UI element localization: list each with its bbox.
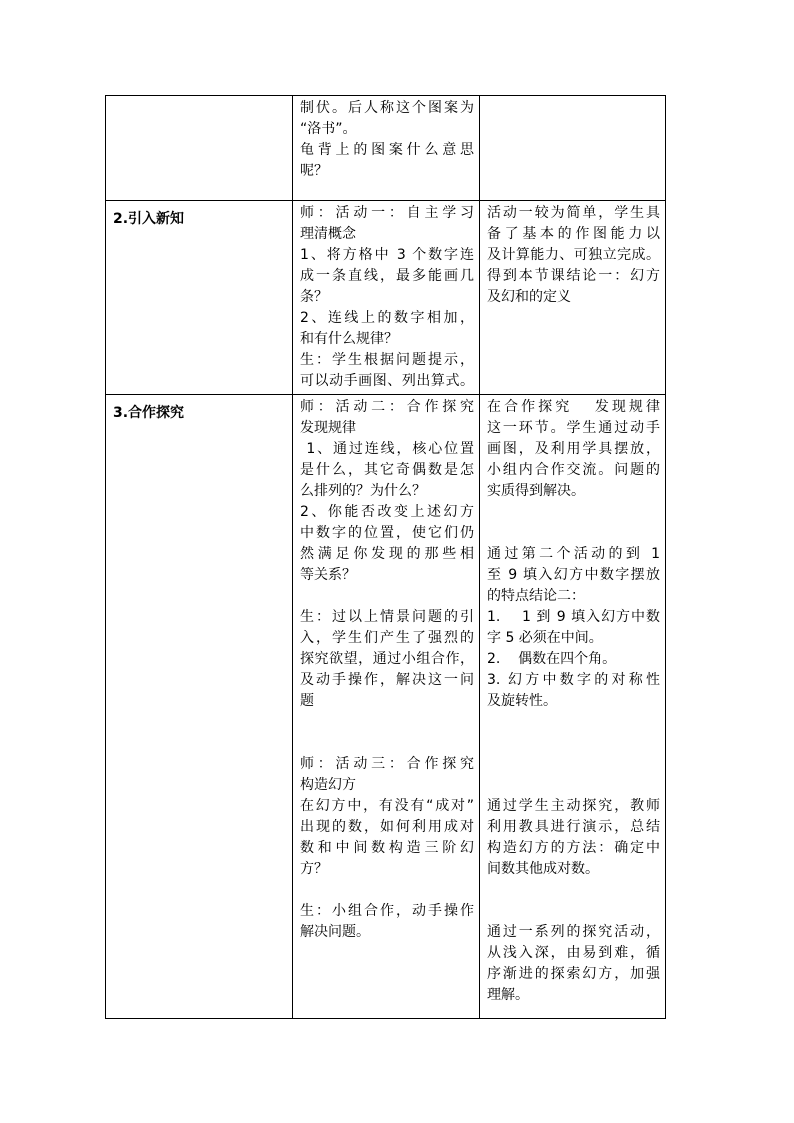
- text-line: 师：活动一：自主学习: [300, 205, 474, 221]
- text-line: 从浅入深，由易到难，循: [487, 945, 660, 961]
- activity-cell: [293, 395, 480, 1019]
- stage-cell-empty: [106, 96, 293, 201]
- text-line: 师：活动三：合作探究: [300, 756, 474, 772]
- text-line: 么排列的？为什么？: [300, 483, 426, 499]
- text-line: 理解。: [487, 987, 529, 1003]
- spacer: [300, 586, 474, 607]
- text-line: 题: [300, 693, 314, 709]
- intent-cell: [480, 395, 666, 1019]
- text-line: 通过一系列的探究活动，: [487, 924, 660, 940]
- text-line: 制伏。后人称这个图案为: [300, 100, 474, 116]
- text-line: 中数字的位置，使它们仍: [300, 525, 474, 541]
- text-line: 活动一较为简单，学生具: [487, 205, 660, 221]
- intent-cell-empty: [480, 96, 666, 201]
- spacer: [487, 502, 660, 544]
- text-line: 2. 偶数在四个角。: [487, 651, 617, 667]
- text-line: 生：小组合作，动手操作: [300, 903, 474, 919]
- text-line: 序渐进的探索幻方，加强: [487, 966, 660, 982]
- text-line: 出现的数，如何利用成对: [300, 819, 474, 835]
- lesson-plan-table: [105, 95, 666, 1019]
- stage-label-introduce: 2.引入新知: [106, 201, 293, 395]
- text-line: 得到本节课结论一：幻方: [487, 268, 660, 284]
- table-row-continuation: [106, 96, 666, 201]
- text-line: 龟背上的图案什么意思: [300, 142, 474, 158]
- text-line: “洛书”。: [300, 121, 357, 137]
- text-line: 1. 1 到 9 填入幻方中数: [487, 609, 660, 625]
- spacer: [300, 712, 474, 754]
- text-line: 构造幻方的方法：确定中: [487, 840, 660, 856]
- text-line: 可以动手画图、列出算式。: [300, 373, 474, 389]
- text-line: 及幻和的定义: [487, 289, 571, 305]
- text-line: 呢？: [300, 163, 328, 179]
- text-line: 这一环节。学生通过动手: [487, 420, 660, 436]
- text-line: 画图，及利用学具摆放，: [487, 441, 660, 457]
- text-line: 在合作探究 发现规律: [487, 399, 660, 415]
- text-line: 2、你能否改变上述幻方: [300, 504, 474, 520]
- text-line: 3. 幻方中数字的对称性: [487, 672, 660, 688]
- activity-cell: [293, 201, 480, 395]
- intent-cell: [480, 201, 666, 395]
- text-line: 及计算能力、可独立完成。: [487, 247, 660, 263]
- spacer: [487, 880, 660, 922]
- text-line: 生：过以上情景问题的引: [300, 609, 474, 625]
- text-line: 等关系？: [300, 567, 356, 583]
- text-line: 及旋转性。: [487, 693, 557, 709]
- text-line: 生：学生根据问题提示，: [300, 352, 474, 368]
- text-line: 探究欲望，通过小组合作，: [300, 651, 474, 667]
- text-line: 理清概念: [300, 226, 356, 242]
- stage-label-cooperate: 3.合作探究: [106, 395, 293, 1019]
- text-line: 备了基本的作图能力以: [487, 226, 660, 242]
- text-line: 条？: [300, 289, 328, 305]
- text-line: 字 5 必须在中间。: [487, 630, 603, 646]
- text-line: 1、通过连线，核心位置: [300, 441, 474, 457]
- text-line: 1、将方格中 3 个数字连: [300, 247, 474, 263]
- text-line: 至 9 填入幻方中数字摆放: [487, 567, 660, 583]
- text-line: 是什么，其它奇偶数是怎: [300, 462, 474, 478]
- text-line: 利用教具进行演示，总结: [487, 819, 660, 835]
- text-line: 入，学生们产生了强烈的: [300, 630, 474, 646]
- text-line: 及动手操作，解决这一问: [300, 672, 474, 688]
- table-row-cooperate: [106, 395, 666, 1019]
- text-line: 2、连线上的数字相加，: [300, 310, 474, 326]
- spacer: [487, 712, 660, 796]
- activity-cell: [293, 96, 480, 201]
- text-line: 小组内合作交流。问题的: [487, 462, 660, 478]
- text-line: 构造幻方: [300, 777, 356, 793]
- text-line: 解决问题。: [300, 924, 370, 940]
- text-line: 成一条直线，最多能画几: [300, 268, 474, 284]
- text-line: 通过第二个活动的到 1: [487, 546, 660, 562]
- text-line: 通过学生主动探究，教师: [487, 798, 660, 814]
- text-line: 师：活动二：合作探究: [300, 399, 474, 415]
- spacer: [300, 880, 474, 901]
- table-row-introduce: [106, 201, 666, 395]
- text-line: 间数其他成对数。: [487, 861, 599, 877]
- text-line: 方？: [300, 861, 328, 877]
- text-line: 和有什么规律？: [300, 331, 398, 347]
- text-line: 的特点结论二：: [487, 588, 585, 604]
- text-line: 在幻方中，有没有“成对”: [300, 798, 474, 814]
- text-line: 然满足你发现的那些相: [300, 546, 474, 562]
- text-line: 发现规律: [300, 420, 356, 436]
- text-line: 实质得到解决。: [487, 483, 585, 499]
- text-line: 数和中间数构造三阶幻: [300, 840, 474, 856]
